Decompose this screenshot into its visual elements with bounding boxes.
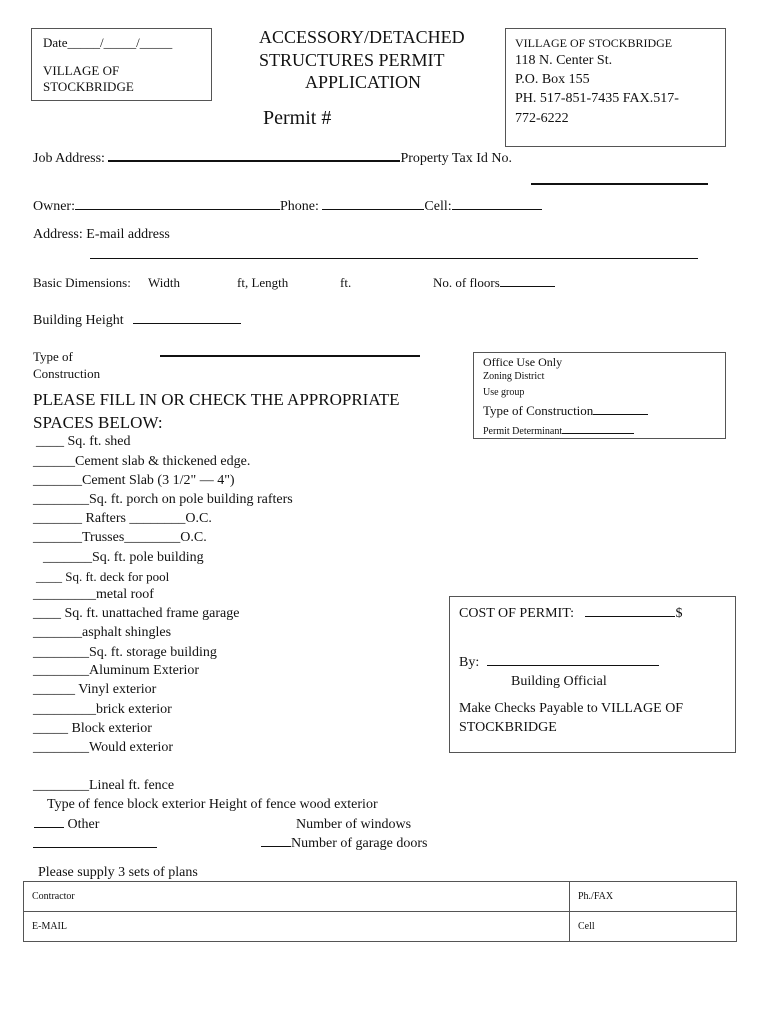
checklist-item[interactable]: ______Cement slab & thickened edge. <box>33 454 251 469</box>
type-of-label: Type of <box>33 349 73 364</box>
ph-fax-cell[interactable]: Ph./FAX <box>570 882 737 912</box>
village-fax-cont: 772-6222 <box>515 111 569 126</box>
date-label: Date_____/_____/_____ <box>43 35 173 50</box>
checklist-item[interactable]: ____ Sq. ft. deck for pool <box>36 569 170 584</box>
cost-of-permit-box <box>449 596 736 753</box>
by-row: By: <box>459 655 659 671</box>
checklist-item[interactable]: _______asphalt shingles <box>33 625 172 640</box>
date-field[interactable]: _____/_____/_____ <box>67 35 173 50</box>
email-cell[interactable]: E-MAIL <box>24 912 570 942</box>
length-label: ft, Length <box>237 275 289 290</box>
cell-phone-cell[interactable]: Cell <box>570 912 737 942</box>
village-name-left-2: STOCKBRIDGE <box>43 79 134 94</box>
permit-determinant-field[interactable] <box>562 432 634 434</box>
village-phone-fax: PH. 517-851-7435 FAX.517- <box>515 91 679 106</box>
village-name-right: VILLAGE OF STOCKBRIDGE <box>515 36 673 50</box>
village-address-box <box>505 28 726 147</box>
owner-row: Owner: Phone: Cell: <box>33 199 542 215</box>
contractor-table <box>23 881 737 942</box>
phone-field[interactable] <box>322 208 424 210</box>
width-label: Width <box>148 275 180 290</box>
other-row[interactable]: Other <box>34 817 99 833</box>
cell-field[interactable] <box>452 208 542 210</box>
fence-type-line: Type of fence block exterior Height of fence wood exterior <box>47 797 378 812</box>
checklist-item[interactable]: _______Cement Slab (3 1/2" — 4") <box>33 473 235 488</box>
building-height-field[interactable] <box>133 322 241 324</box>
plans-note: Please supply 3 sets of plans <box>38 865 198 880</box>
owner-field[interactable] <box>75 208 280 210</box>
checklist-item[interactable]: ____ Sq. ft. shed <box>36 434 131 449</box>
type-construction-field[interactable] <box>160 355 420 357</box>
address-email-label: Address: E-mail address <box>33 227 170 242</box>
checklist-item[interactable]: ________Sq. ft. porch on pole building rafters <box>33 492 293 507</box>
building-official-label: Building Official <box>511 674 607 689</box>
instructions-line1: PLEASE FILL IN OR CHECK THE APPROPRIATE <box>33 390 400 409</box>
property-tax-label: Property Tax Id No. <box>400 151 512 166</box>
other-extra-field[interactable] <box>33 847 157 848</box>
checklist-item[interactable]: _______Sq. ft. pole building <box>43 550 204 565</box>
garage-doors-row: Number of garage doors <box>261 836 427 852</box>
checklist-item[interactable]: ________Aluminum Exterior <box>33 663 200 678</box>
office-use-title: Office Use Only <box>483 355 563 369</box>
use-group-label: Use group <box>483 387 525 398</box>
zoning-district-label: Zoning District <box>483 371 545 382</box>
windows-label: Number of windows <box>296 817 412 832</box>
property-tax-field[interactable] <box>531 183 708 185</box>
village-po-box: P.O. Box 155 <box>515 72 590 87</box>
cost-row: COST OF PERMIT: $ <box>459 606 683 621</box>
checklist-item[interactable]: _______ Rafters ________O.C. <box>33 511 212 526</box>
address-email-field[interactable] <box>90 258 698 259</box>
instructions-line2: SPACES BELOW: <box>33 413 163 432</box>
date-village-box <box>31 28 212 101</box>
payable-line2: STOCKBRIDGE <box>459 720 557 735</box>
checklist-item[interactable]: ________Would exterior <box>33 740 174 755</box>
lineal-fence-item[interactable]: ________Lineal ft. fence <box>33 778 175 793</box>
checklist-item[interactable]: ______ Vinyl exterior <box>33 682 157 697</box>
signature-field[interactable] <box>487 664 659 666</box>
floors-field[interactable] <box>500 285 555 287</box>
checklist-item[interactable]: _________brick exterior <box>33 702 172 717</box>
contractor-cell[interactable]: Contractor <box>24 882 570 912</box>
village-name-left-1: VILLAGE OF <box>43 63 120 78</box>
ft-label: ft. <box>340 275 352 290</box>
basic-dimensions-label: Basic Dimensions: <box>33 275 131 290</box>
checklist-item[interactable]: _____ Block exterior <box>33 721 152 736</box>
building-height-row: Building Height <box>33 313 241 329</box>
office-type-construction-field[interactable] <box>593 413 648 415</box>
cost-field[interactable] <box>585 615 675 617</box>
form-title-line1: ACCESSORY/DETACHED <box>259 27 465 47</box>
payable-line1: Make Checks Payable to VILLAGE OF <box>459 701 684 716</box>
permit-number-label: Permit # <box>263 107 332 129</box>
permit-determinant: Permit Determinant <box>483 426 634 437</box>
job-address-field[interactable] <box>108 159 400 162</box>
checklist-item[interactable]: ________Sq. ft. storage building <box>33 645 217 660</box>
floors-row: No. of floors <box>433 275 555 291</box>
form-title-line3: APPLICATION <box>305 72 422 92</box>
job-address-row: Job Address: Property Tax Id No. <box>33 151 512 166</box>
checklist-item[interactable]: _________metal roof <box>33 587 154 602</box>
garage-doors-field[interactable] <box>261 845 291 847</box>
checklist-item[interactable]: _______Trusses________O.C. <box>33 530 207 545</box>
form-title-line2: STRUCTURES PERMIT <box>259 50 445 70</box>
construction-label: Construction <box>33 366 101 381</box>
office-use-box <box>473 352 726 439</box>
other-field[interactable] <box>34 826 64 828</box>
village-street: 118 N. Center St. <box>515 53 613 68</box>
office-type-construction: Type of Construction <box>483 403 648 419</box>
checklist-item[interactable]: ____ Sq. ft. unattached frame garage <box>33 606 240 621</box>
